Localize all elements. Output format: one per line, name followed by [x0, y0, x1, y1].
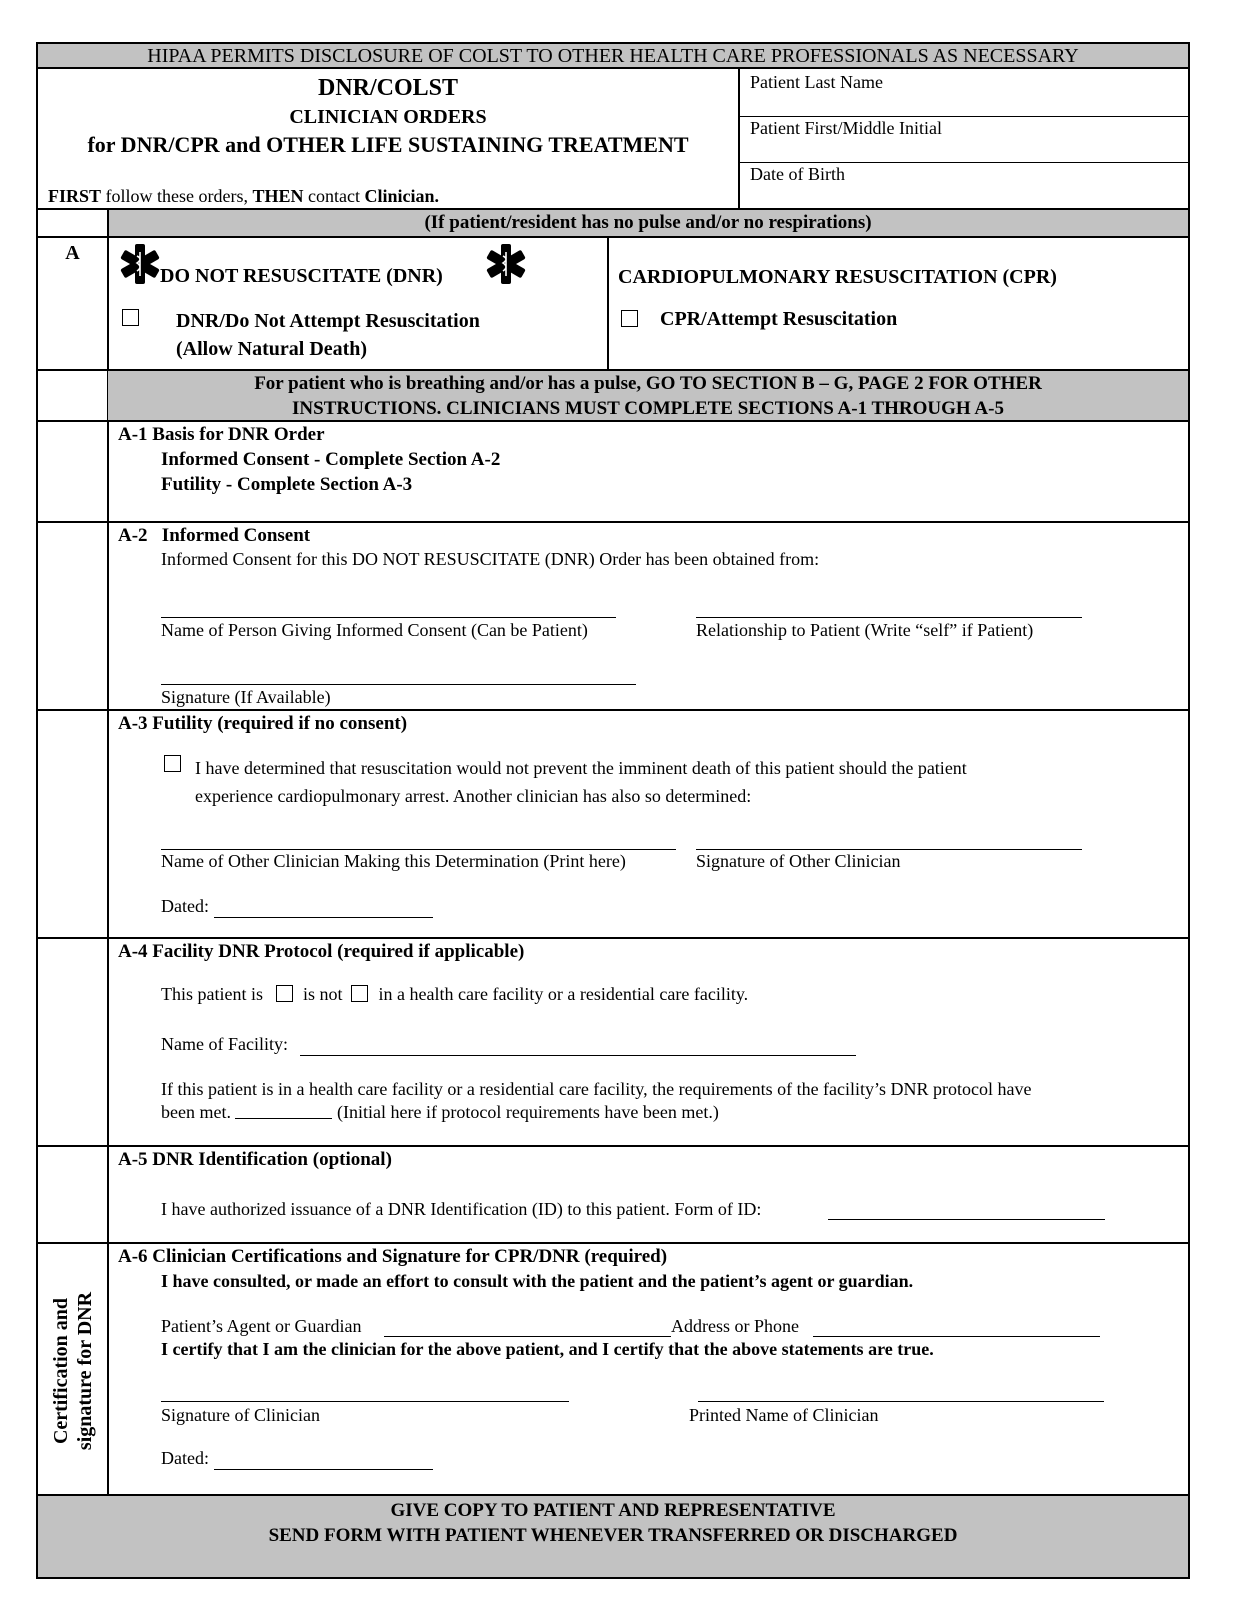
follow-text: follow these orders,: [105, 186, 248, 206]
futility-statement-line2: experience cardiopulmonary arrest. Another clinician has also so determined:: [195, 786, 752, 806]
clinician-signature-label: Signature of Clinician: [161, 1405, 320, 1425]
initial-note: (Initial here if protocol requirements have been met.): [336, 1102, 719, 1122]
side-label-line2: signature for DNR: [74, 1291, 96, 1451]
a2-heading: A-2 Informed Consent: [118, 525, 311, 546]
other-clinician-name-label: Name of Other Clinician Making this Determination (Print here): [161, 851, 626, 871]
other-clinician-signature-label: Signature of Other Clinician: [696, 851, 901, 871]
certify-statement: I certify that I am the clinician for the above patient, and I certify that the above statements are true.: [161, 1339, 934, 1359]
a4-heading: A-4 Facility DNR Protocol (required if applicable): [118, 941, 525, 962]
clinician-printed-name-line[interactable]: [698, 1401, 1104, 1402]
a3-heading: A-3 Futility (required if no consent): [118, 713, 408, 734]
form-title: DNR/COLST: [317, 75, 459, 101]
a1-informed-consent: Informed Consent - Complete Section A-2: [161, 449, 501, 470]
a2-intro: Informed Consent for this DO NOT RESUSCITATE (DNR) Order has been obtained from:: [161, 549, 820, 569]
facility-text: in a health care facility or a residential care facility.: [378, 984, 749, 1004]
clinician-printed-name-label: Printed Name of Clinician: [689, 1405, 879, 1425]
section-a-letter: A: [65, 242, 80, 264]
a5-heading: A-5 DNR Identification (optional): [118, 1149, 392, 1170]
a1-heading: A-1 Basis for DNR Order: [118, 424, 325, 445]
is-not-checkbox[interactable]: [351, 985, 368, 1002]
footer-line1: GIVE COPY TO PATIENT AND REPRESENTATIVE: [390, 1500, 836, 1521]
cpr-checkbox[interactable]: [621, 310, 638, 327]
form-subtitle-1: CLINICIAN ORDERS: [289, 106, 487, 128]
footer-banner: [38, 1496, 1188, 1577]
a6-dated-line[interactable]: [214, 1469, 433, 1470]
breathing-banner: [108, 371, 1188, 421]
facility-name-label: Name of Facility:: [161, 1034, 288, 1054]
a5-statement: I have authorized issuance of a DNR Identification (ID) to this patient. Form of ID:: [161, 1199, 762, 1219]
colst-form: [36, 42, 1190, 1579]
form-of-id-line[interactable]: [828, 1219, 1105, 1220]
is-not-text: is not: [303, 984, 343, 1004]
clinician-label: Clinician.: [364, 186, 439, 206]
dnr-checkbox[interactable]: [122, 309, 139, 326]
a6-dated-label: Dated:: [161, 1448, 209, 1468]
protocol-initial-field[interactable]: [235, 1102, 332, 1119]
patient-first-name-field[interactable]: [750, 118, 1180, 160]
contact-text: contact: [308, 186, 360, 206]
consent-name-line[interactable]: [161, 617, 616, 618]
consent-name-label: Name of Person Giving Informed Consent (Can be Patient): [161, 620, 588, 640]
futility-checkbox[interactable]: [164, 755, 181, 772]
date-of-birth-field[interactable]: [750, 164, 1180, 206]
clinician-signature-line[interactable]: [161, 1401, 569, 1402]
footer-line2: SEND FORM WITH PATIENT WHENEVER TRANSFERRED OR DISCHARGED: [268, 1525, 958, 1546]
dnr-option-label: [176, 307, 480, 363]
a1-futility: Futility - Complete Section A-3: [161, 474, 413, 495]
star-of-life-icon: [484, 242, 528, 286]
agent-line[interactable]: [384, 1336, 671, 1337]
star-of-life-icon: [118, 242, 162, 286]
a6-side-label: [38, 1244, 107, 1494]
consent-signature-line[interactable]: [161, 684, 636, 685]
breathing-banner-line1: For patient who is breathing and/or has a pulse, GO TO SECTION B – G, PAGE 2 FOR OTHER: [254, 373, 1042, 394]
is-checkbox[interactable]: [276, 985, 293, 1002]
breathing-banner-line2: INSTRUCTIONS. CLINICIANS MUST COMPLETE SECTIONS A-1 THROUGH A-5: [292, 398, 1004, 419]
consult-statement: I have consulted, or made an effort to consult with the patient and the patient’s agent or guardian.: [161, 1271, 914, 1291]
other-clinician-name-line[interactable]: [161, 849, 676, 850]
other-clinician-signature-line[interactable]: [696, 849, 1082, 850]
cpr-option-label: CPR/Attempt Resuscitation: [660, 308, 898, 330]
relationship-label: Relationship to Patient (Write “self” if Patient): [696, 620, 1034, 640]
protocol-line1: If this patient is in a health care facility or a residential care facility, the requirements of the facility’s DNR protocol have: [161, 1079, 1032, 1099]
address-label: Address or Phone: [671, 1316, 799, 1336]
first-follow-instruction: [48, 186, 439, 207]
form-subtitle-2: for DNR/CPR and OTHER LIFE SUSTAINING TREATMENT: [87, 132, 689, 157]
then-label: THEN: [252, 186, 304, 206]
futility-statement-line1: I have determined that resuscitation would not prevent the imminent death of this patient should the patient: [195, 758, 967, 778]
consent-signature-label: Signature (If Available): [161, 687, 331, 707]
facility-status-row: [161, 984, 748, 1005]
date-of-birth-label: Date of Birth: [750, 164, 845, 184]
protocol-line2: [161, 1102, 719, 1123]
side-label-line1: Certification and: [50, 1297, 72, 1445]
this-patient-is-text: This patient is: [161, 984, 263, 1004]
dnr-heading: DO NOT RESUSCITATE (DNR): [160, 265, 443, 287]
dnr-option-line2: (Allow Natural Death): [176, 338, 368, 360]
hipaa-banner: HIPAA PERMITS DISCLOSURE OF COLST TO OTHER HEALTH CARE PROFESSIONALS AS NECESSARY: [38, 44, 1188, 69]
agent-label: Patient’s Agent or Guardian: [161, 1316, 362, 1336]
no-pulse-banner: (If patient/resident has no pulse and/or no respirations): [108, 210, 1188, 236]
facility-name-line[interactable]: [300, 1055, 856, 1056]
patient-last-name-field[interactable]: [750, 72, 1180, 114]
patient-last-name-label: Patient Last Name: [750, 72, 883, 92]
relationship-line[interactable]: [696, 617, 1082, 618]
address-line[interactable]: [813, 1336, 1100, 1337]
cpr-heading: CARDIOPULMONARY RESUSCITATION (CPR): [618, 266, 1057, 288]
dnr-option-line1: DNR/Do Not Attempt Resuscitation: [176, 310, 480, 332]
a3-dated-line[interactable]: [214, 917, 433, 918]
a3-dated-label: Dated:: [161, 896, 209, 916]
been-met-text: been met.: [161, 1102, 231, 1122]
patient-first-name-label: Patient First/Middle Initial: [750, 118, 942, 138]
futility-statement: [195, 754, 967, 810]
a6-heading: A-6 Clinician Certifications and Signature for CPR/DNR (required): [118, 1246, 668, 1267]
first-label: FIRST: [48, 186, 102, 206]
